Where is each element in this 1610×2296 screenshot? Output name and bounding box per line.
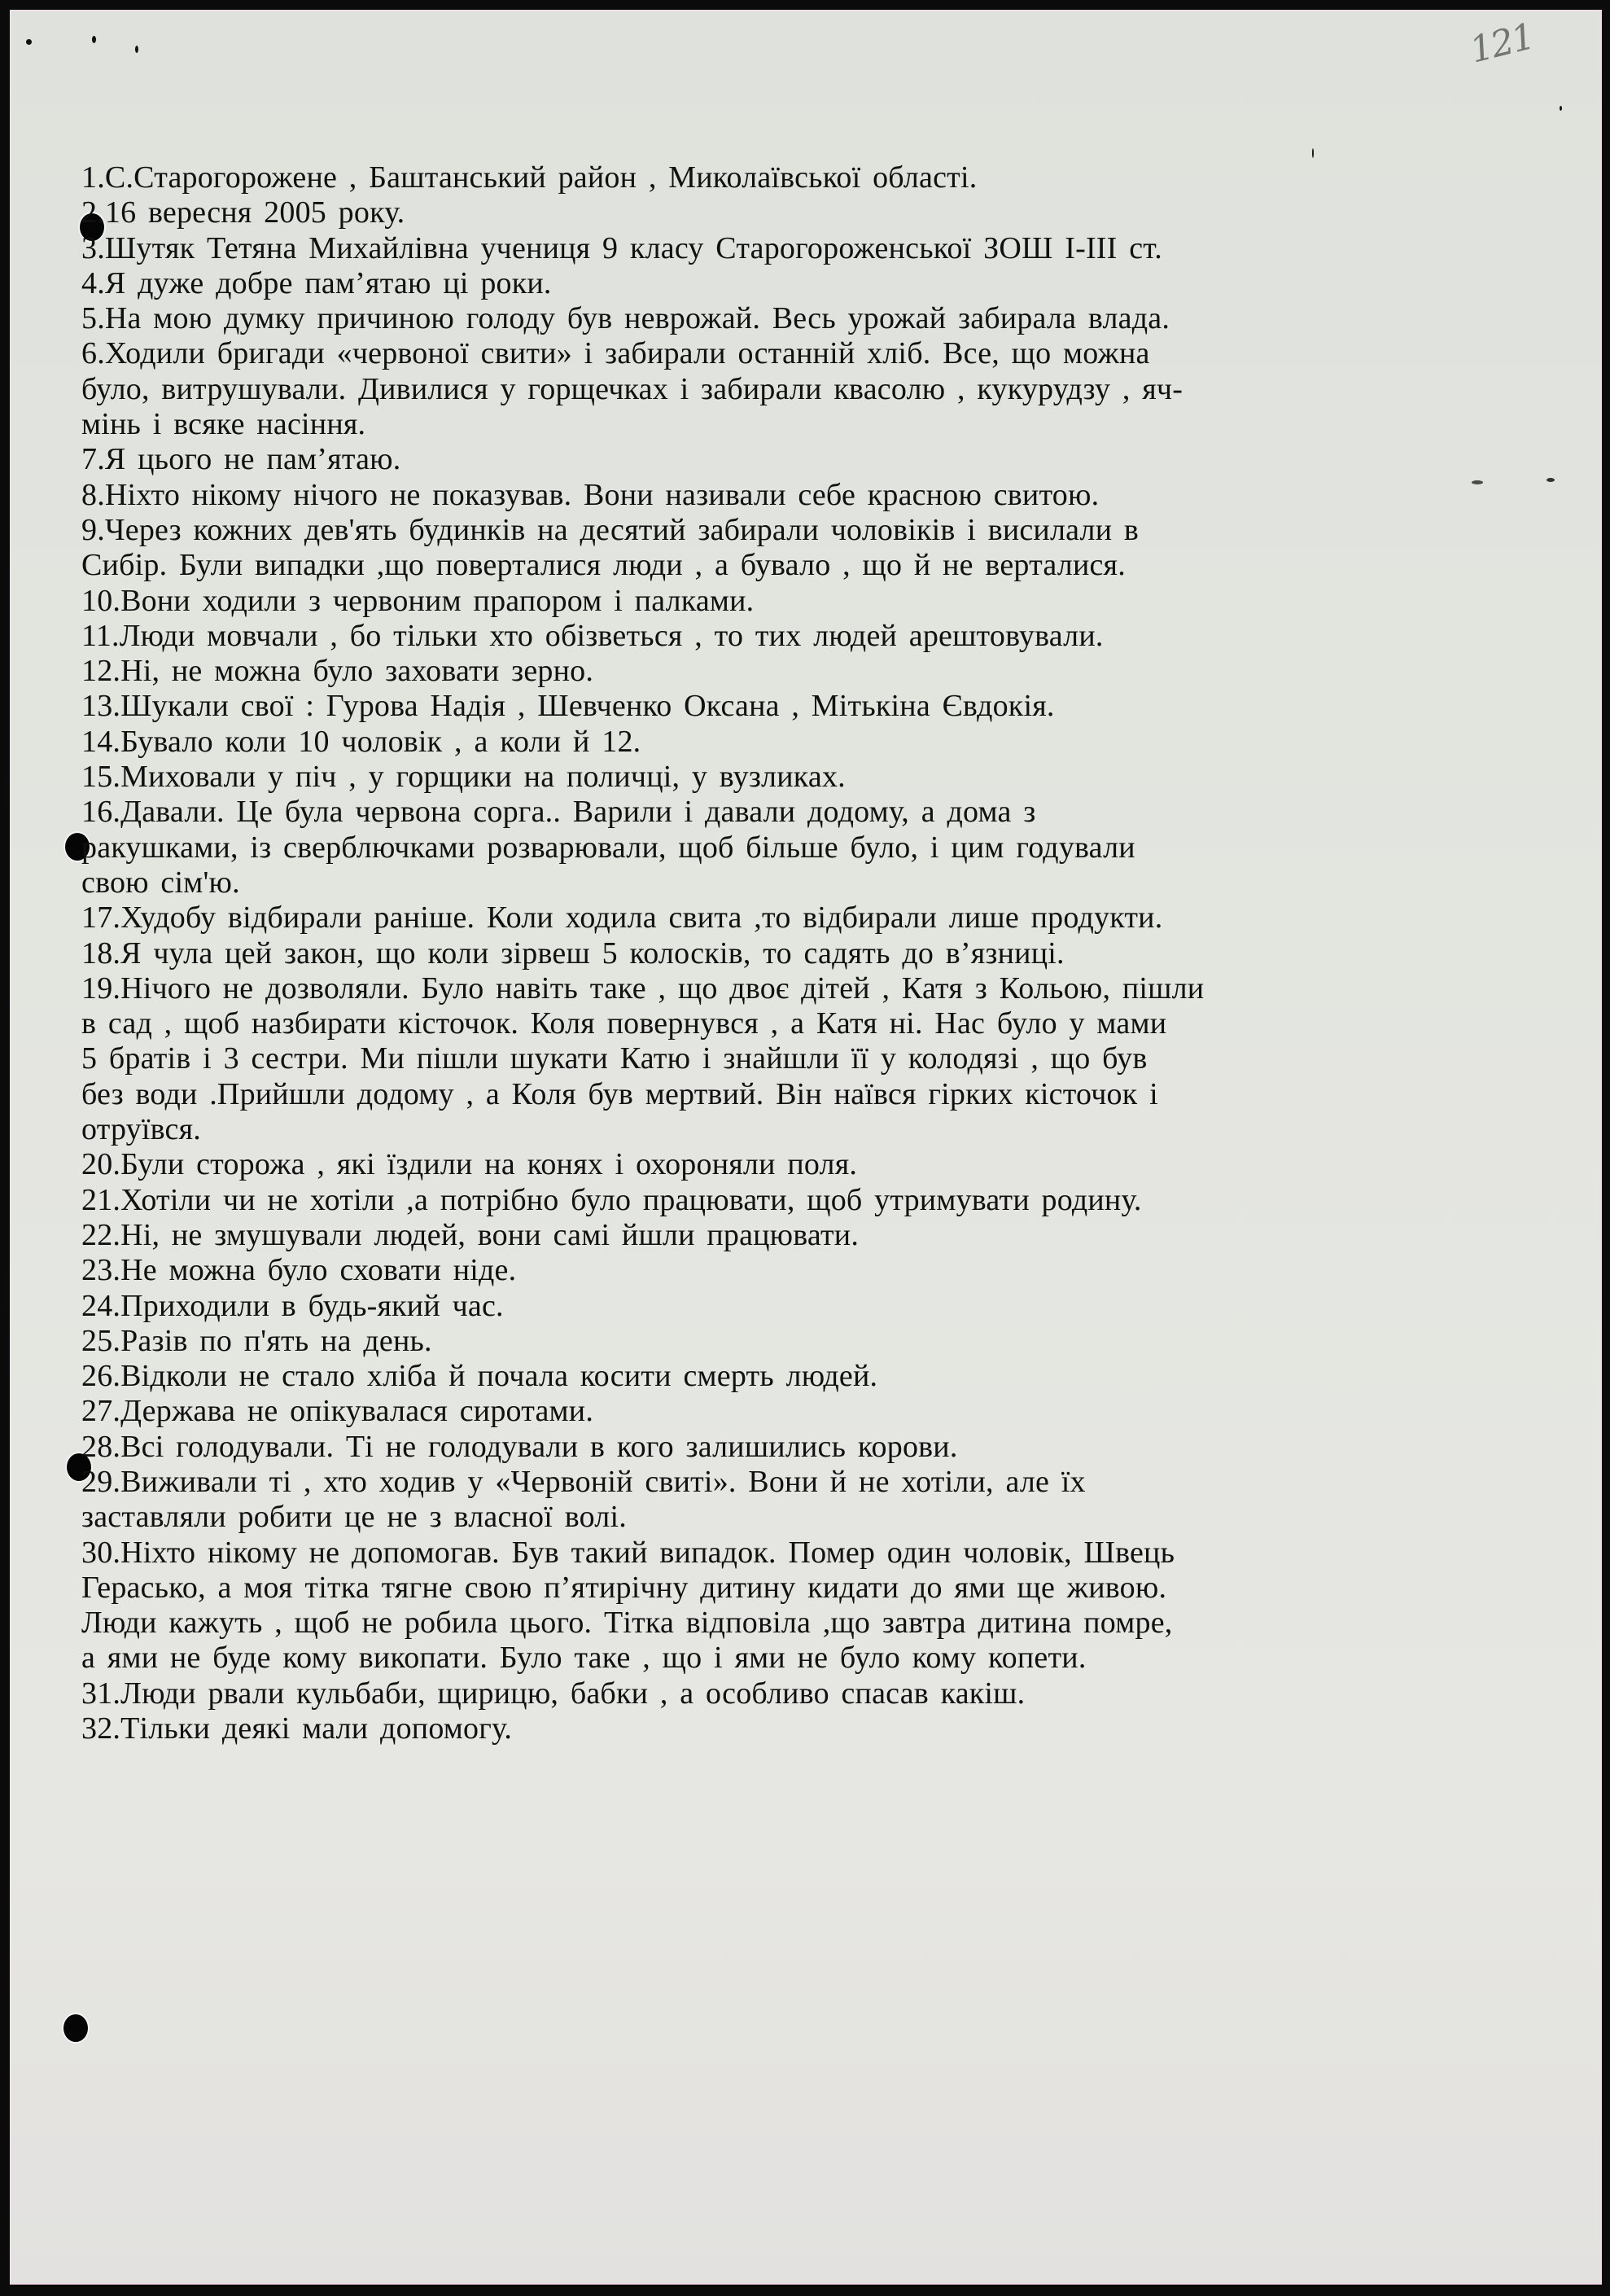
text-line-36: 27.Держава не опікувалася сиротами. [81, 1394, 594, 1429]
text-line-1: 1.С.Старогорожене , Баштанський район , Миколаївської області. [81, 160, 978, 195]
punch-hole [63, 2014, 88, 2042]
document-body [81, 160, 1441, 1746]
text-line-28: отруївся. [81, 1112, 201, 1147]
text-line-21: свою сім'ю. [81, 865, 240, 900]
text-line-12: Сибір. Були випадки ,що поверталися люди , а бувало , що й не верталися. [81, 548, 1126, 583]
text-line-34: 25.Разів по п'ять на день. [81, 1323, 432, 1358]
text-line-7: було, витрушували. Дивилися у горщечках і забирали квасолю , кукурудзу , яч- [81, 371, 1183, 406]
text-line-39: заставляли робити це не з власної волі. [81, 1500, 627, 1535]
text-line-8: мінь і всяке насіння. [81, 407, 366, 442]
text-line-9: 7.Я цього не пам’ятаю. [81, 442, 401, 477]
text-line-16: 13.Шукали свої : Гурова Надія , Шевченко Оксана , Мітькіна Євдокія. [81, 689, 1055, 724]
text-line-33: 24.Приходили в будь-який час. [81, 1288, 504, 1323]
text-line-6: 6.Ходили бригади «червоної свити» і забирали останній хліб. Все, що можна [81, 336, 1150, 371]
text-line-17: 14.Бувало коли 10 чоловік , а коли й 12. [81, 724, 641, 759]
text-line-4: 4.Я дуже добре пам’ятаю ці роки. [81, 265, 552, 300]
handwritten-page-number: 121 [1465, 15, 1538, 72]
text-line-11: 9.Через кожних дев'ять будинків на десятий забирали чоловіків і висилали в [81, 512, 1140, 547]
text-line-29: 20.Були сторожа , які їздили на конях і охороняли поля. [81, 1147, 858, 1182]
text-line-18: 15.Миховали у піч , у горщики на поличці, у вузликах. [81, 760, 846, 795]
text-line-26: 5 братів і 3 сестри. Ми пішли шукати Катю і знайшли її у колодязі , що був [81, 1041, 1148, 1076]
scan-speck [1472, 480, 1483, 484]
scan-speck [1312, 148, 1314, 158]
text-line-45: 32.Тільки деякі мали допомогу. [81, 1711, 513, 1746]
text-line-37: 28.Всі голодували. Ті не голодували в кого залишились корови. [81, 1429, 958, 1464]
text-line-5: 5.На мою думку причиною голоду був неврожай. Весь урожай забирала влада. [81, 301, 1170, 336]
text-line-14: 11.Люди мовчали , бо тільки хто обізветься , то тих людей арештовували. [81, 618, 1104, 653]
scan-speck [1547, 478, 1555, 482]
text-line-3: 3.Шутяк Тетяна Михайлівна учениця 9 класу Старогороженської ЗОШ І-ІІІ ст. [81, 230, 1162, 265]
text-line-25: в сад , щоб назбирати кісточок. Коля повернувся , а Катя ні. Нас було у мами [81, 1006, 1167, 1041]
text-line-13: 10.Вони ходили з червоним прапором і палками. [81, 583, 755, 618]
scan-speck [26, 39, 32, 45]
text-line-30: 21.Хотіли чи не хотіли ,а потрібно було працювати, щоб утримувати родину. [81, 1182, 1142, 1217]
text-line-35: 26.Відколи не стало хліба й почала косити смерть людей. [81, 1359, 878, 1394]
text-line-19: 16.Давали. Це була червона сорга.. Варили і давали додому, а дома з [81, 795, 1036, 830]
text-line-23: 18.Я чула цей закон, що коли зірвеш 5 колосків, то садять до в’язниці. [81, 935, 1065, 971]
text-line-41: Герасько, а моя тітка тягне свою п’ятирічну дитину кидати до ями ще живою. [81, 1570, 1167, 1605]
text-line-2: 2.16 вересня 2005 року. [81, 195, 405, 230]
text-line-31: 22.Ні, не змушували людей, вони самі йшли працювати. [81, 1217, 860, 1252]
text-line-22: 17.Худобу відбирали раніше. Коли ходила свита ,то відбирали лише продукти. [81, 900, 1163, 935]
text-line-38: 29.Виживали ті , хто ходив у «Червоній свиті». Вони й не хотіли, але їх [81, 1464, 1086, 1499]
text-line-40: 30.Ніхто нікому не допомогав. Був такий випадок. Помер один чоловік, Швець [81, 1535, 1175, 1570]
scan-speck [92, 36, 96, 43]
text-line-24: 19.Нічого не дозволяли. Було навіть таке , що двоє дітей , Катя з Кольою, пішли [81, 971, 1205, 1006]
text-line-10: 8.Ніхто нікому нічого не показував. Вони називали себе красною свитою. [81, 477, 1100, 512]
text-line-44: 31.Люди рвали кульбаби, щирицю, бабки , а особливо спасав какіш. [81, 1676, 1026, 1711]
scan-speck [135, 46, 138, 53]
text-line-42: Люди кажуть , щоб не робила цього. Тітка відповіла ,що завтра дитина помре, [81, 1606, 1173, 1641]
text-line-20: ракушками, із сверблючками розварювали, щоб більше було, і цим годували [81, 830, 1135, 865]
text-line-27: без води .Прийшли додому , а Коля був мертвий. Він наївся гірких кісточок і [81, 1076, 1158, 1111]
text-line-15: 12.Ні, не можна було заховати зерно. [81, 654, 594, 689]
text-line-43: а ями не буде кому викопати. Було таке , що і ями не було кому копети. [81, 1641, 1087, 1676]
scan-speck [1560, 106, 1562, 111]
text-line-32: 23.Не можна було сховати ніде. [81, 1253, 517, 1288]
